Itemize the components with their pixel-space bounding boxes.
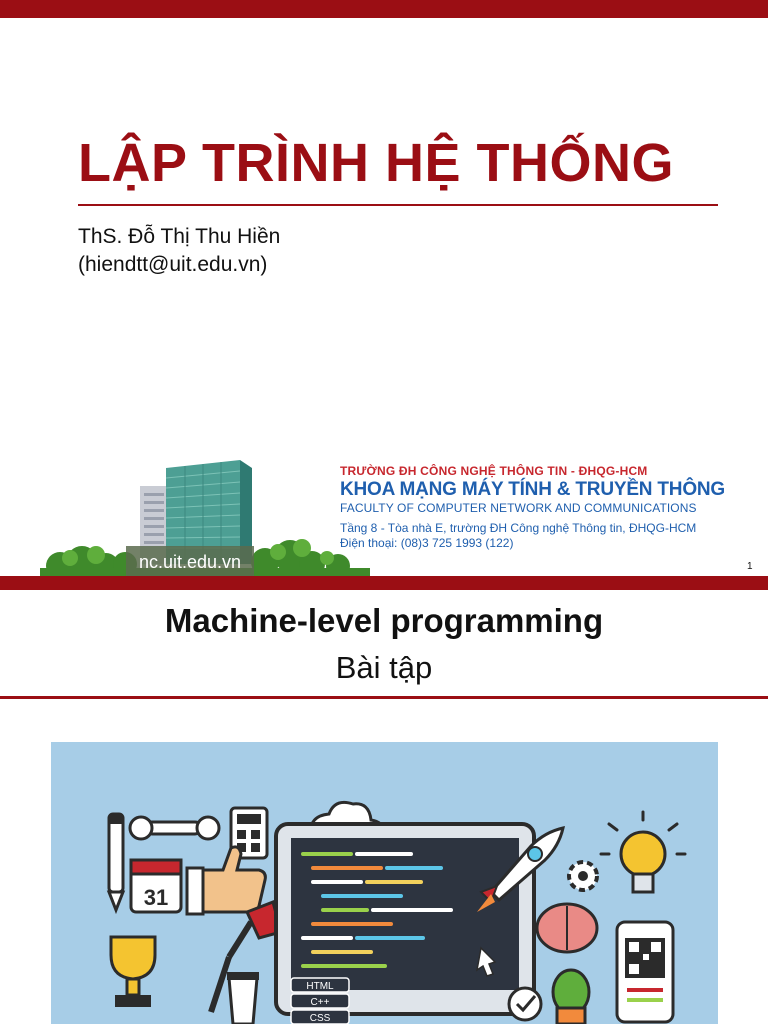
faculty-name-vi: KHOA MẠNG MÁY TÍNH & TRUYỀN THÔNG <box>340 479 726 500</box>
check-icon <box>509 988 541 1020</box>
title-slide <box>0 18 768 576</box>
faculty-address: Tầng 8 - Tòa nhà E, trường ĐH Công nghệ Thông tin, ĐHQG-HCM <box>340 521 697 535</box>
author-name: ThS. Đỗ Thị Thu Hiền <box>78 225 281 248</box>
calendar-icon <box>131 860 181 912</box>
university-name: TRƯỜNG ĐH CÔNG NGHỆ THÔNG TIN - ĐHQG-HCM <box>340 464 648 478</box>
website-label: nc.uit.edu.vn <box>138 552 242 572</box>
calendar-day: 31 <box>143 885 169 910</box>
slide2-subtitle: Bài tập <box>335 650 433 685</box>
tag-css: CSS <box>309 1013 331 1024</box>
programming-illustration <box>51 742 718 1024</box>
code-tags <box>291 978 349 1024</box>
coffee-cup-icon <box>227 972 259 1024</box>
faculty-name-en: FACULTY OF COMPUTER NETWORK AND COMMUNICATIONS <box>340 501 697 515</box>
wrench-icon <box>130 817 219 839</box>
slide2-title: Machine-level programming <box>164 602 604 639</box>
author-block <box>78 223 280 279</box>
title-divider <box>78 204 718 206</box>
top-accent-bar <box>0 0 768 18</box>
tag-cpp: C++ <box>310 997 330 1008</box>
faculty-phone: Điện thoại: (08)3 725 1993 (122) <box>340 536 514 550</box>
slide2-divider <box>0 696 768 699</box>
author-email: (hiendtt@uit.edu.vn) <box>78 253 268 276</box>
trophy-icon <box>111 937 155 1007</box>
pencil-icon <box>109 814 123 910</box>
content-slide <box>0 590 768 1024</box>
phone-qr-icon <box>617 922 673 1022</box>
brain-icon <box>537 904 597 952</box>
slide-title: LẬP TRÌNH HỆ THỐNG <box>78 133 675 193</box>
light-bulb-icon <box>601 812 685 892</box>
gear-icon <box>569 862 597 890</box>
campus-building-illustration <box>40 438 370 576</box>
page-number: 1 <box>747 561 753 572</box>
tag-html: HTML <box>306 981 334 992</box>
cactus-icon <box>553 970 589 1024</box>
faculty-info <box>340 464 740 550</box>
slide-separator-bar <box>0 576 768 590</box>
